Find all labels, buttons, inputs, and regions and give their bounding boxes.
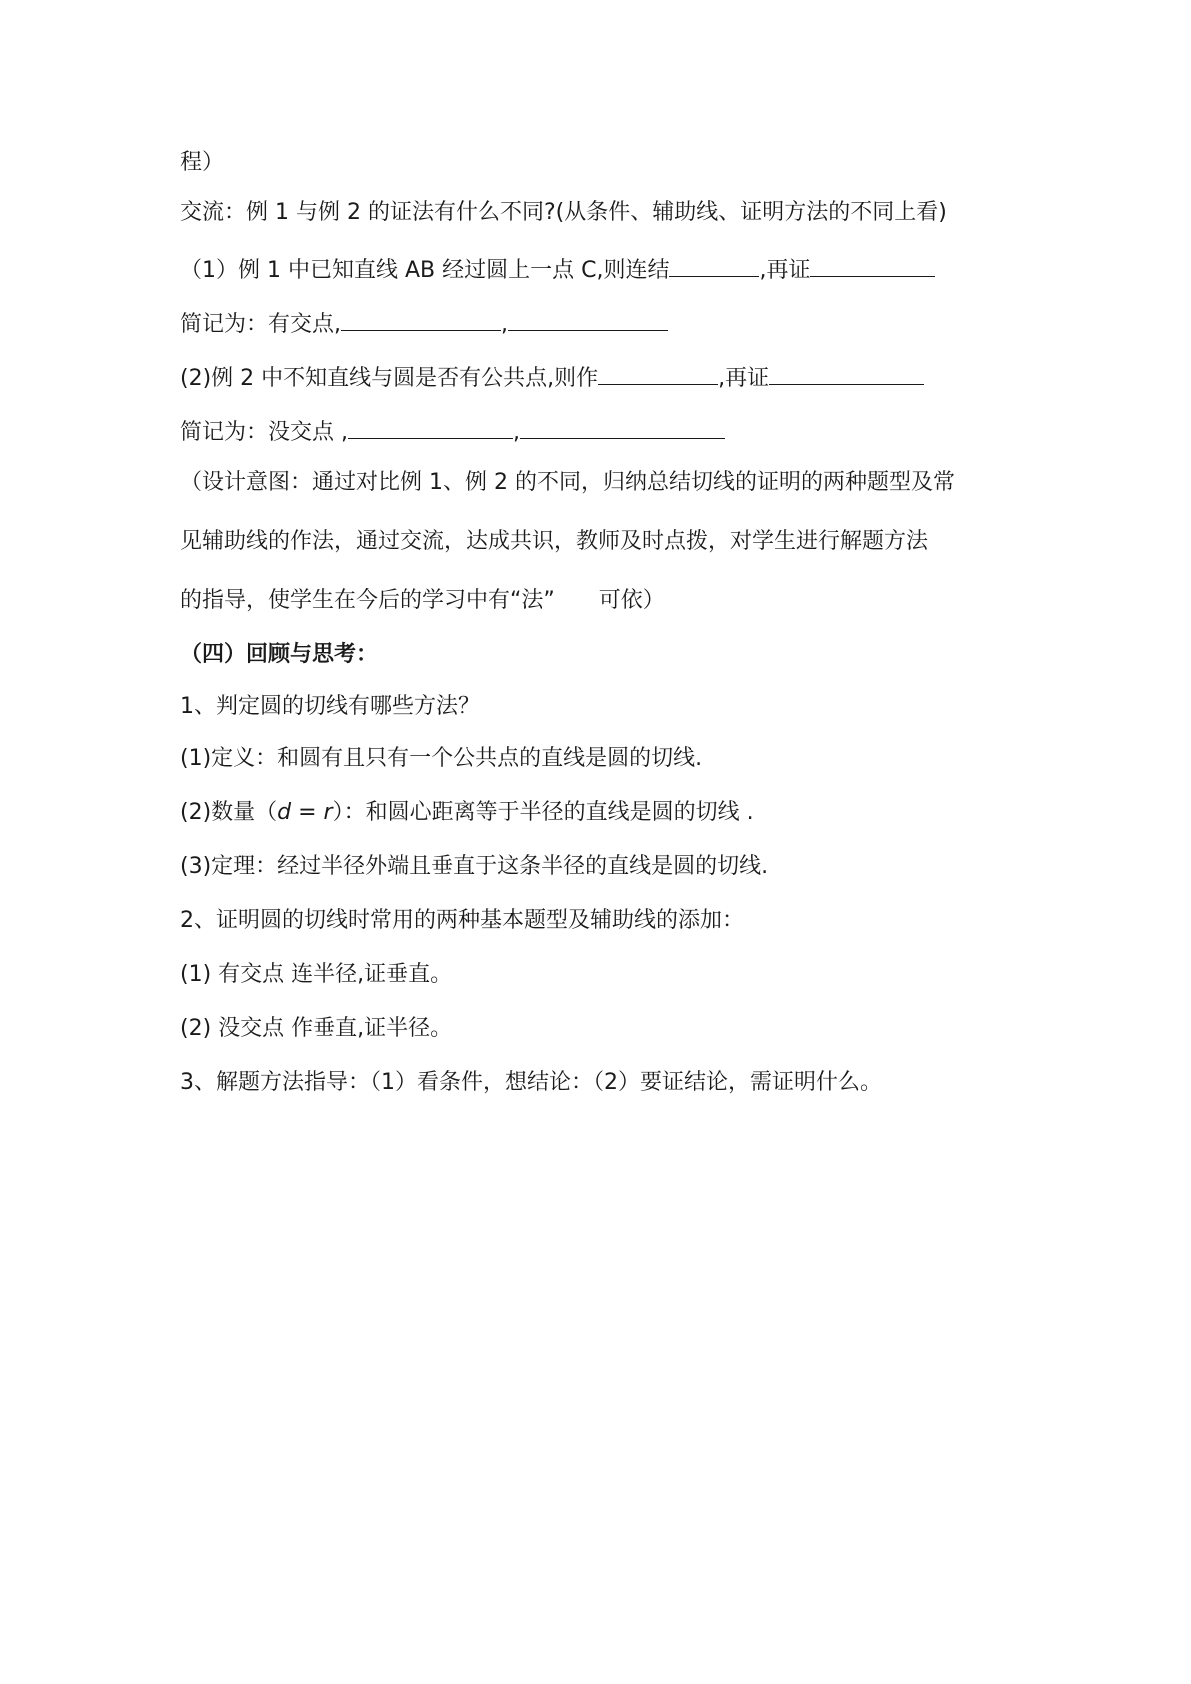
fill-blank[interactable] — [810, 252, 935, 277]
paragraph-text: ,再证 — [718, 366, 770, 391]
formula-text: d = r — [277, 800, 333, 825]
fill-blank[interactable] — [598, 360, 718, 385]
paragraph-text: (1) 有交点 连半径,证垂直。 — [180, 962, 453, 987]
example2-fill-line — [180, 360, 924, 390]
paragraph-text: 程） — [180, 150, 225, 175]
design-intent-line-2 — [180, 527, 928, 557]
summary1-fill-line — [180, 306, 668, 336]
summary2-fill-line — [180, 414, 725, 444]
design-intent-line-3 — [180, 586, 665, 616]
section-heading — [180, 640, 378, 670]
paragraph-text: (2) 没交点 作垂直,证半径。 — [180, 1016, 453, 1041]
paragraph-text: 1、判定圆的切线有哪些方法？ — [180, 694, 480, 719]
fill-blank[interactable] — [508, 306, 668, 331]
paragraph-text: ）：和圆心距离等于半径的直线是圆的切线 . — [332, 800, 754, 825]
paragraph-text: (2)数量（ — [180, 800, 278, 825]
type-intersect — [180, 960, 452, 990]
method-theorem — [180, 852, 768, 882]
paragraph-text: (2)例 2 中不知直线与圆是否有公共点,则作 — [180, 366, 599, 391]
heading-text: （四）回顾与思考： — [180, 642, 379, 667]
example1-fill-line — [180, 252, 935, 282]
paragraph-text: 2、证明圆的切线时常用的两种基本题型及辅助线的添加： — [180, 908, 744, 933]
question-3 — [180, 1068, 882, 1098]
paragraph-text: 3、解题方法指导：（1）看条件，想结论：（2）要证结论，需证明什么。 — [180, 1070, 882, 1095]
paragraph-text: , — [513, 420, 520, 445]
question-1 — [180, 692, 480, 722]
paragraph-text: ,再证 — [759, 258, 811, 283]
paragraph-text: 简记为：没交点 , — [180, 420, 348, 445]
fill-blank[interactable] — [348, 414, 513, 439]
continuation-text — [180, 148, 224, 178]
paragraph-text: (3)定理：经过半径外端且垂直于这条半径的直线是圆的切线. — [180, 854, 769, 879]
paragraph-text: （设计意图：通过对比例 1、例 2 的不同，归纳总结切线的证明的两种题型及常 — [180, 470, 955, 495]
method-definition — [180, 744, 702, 774]
fill-blank[interactable] — [669, 252, 759, 277]
design-intent-line-1 — [180, 468, 955, 498]
method-quantity — [180, 798, 754, 828]
fill-blank[interactable] — [769, 360, 924, 385]
question-2 — [180, 906, 744, 936]
paragraph-text: 简记为：有交点, — [180, 312, 341, 337]
paragraph-text: （1）例 1 中已知直线 AB 经过圆上一点 C,则连结 — [180, 258, 670, 283]
discussion-question — [180, 198, 947, 228]
paragraph-text: 见辅助线的作法，通过交流，达成共识，教师及时点拨，对学生进行解题方法 — [180, 529, 929, 554]
fill-blank[interactable] — [341, 306, 501, 331]
fill-blank[interactable] — [520, 414, 725, 439]
type-no-intersect — [180, 1014, 452, 1044]
paragraph-text: 交流：例 1 与例 2 的证法有什么不同?(从条件、辅助线、证明方法的不同上看) — [180, 200, 947, 225]
paragraph-text: 的指导，使学生在今后的学习中有“法” 可依） — [180, 588, 665, 613]
paragraph-text: (1)定义：和圆有且只有一个公共点的直线是圆的切线. — [180, 746, 703, 771]
paragraph-text: , — [501, 312, 508, 337]
